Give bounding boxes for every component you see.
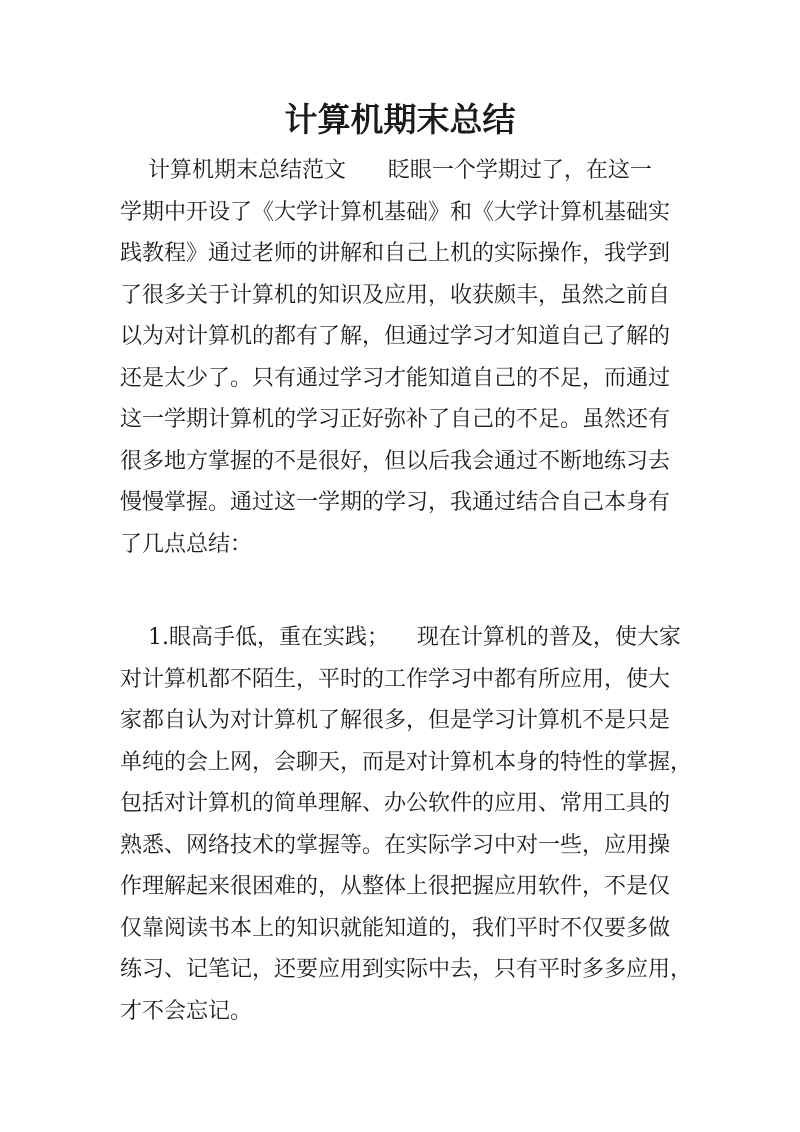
- paragraph-intro: [120, 150, 690, 565]
- text-line: 作理解起来很困难的，从整体上很把握应用软件，不是仅: [120, 874, 671, 899]
- text-line: 这一学期计算机的学习正好弥补了自己的不足。虽然还有: [120, 407, 671, 432]
- text-line: 练习、记笔记，还要应用到实际中去，只有平时多多应用，: [120, 957, 693, 982]
- paragraph-point-1: [120, 617, 693, 1032]
- text-line: 家都自认为对计算机了解很多，但是学习计算机不是只是: [120, 708, 671, 733]
- text-line: 慢慢掌握。通过这一学期的学习，我通过结合自己本身有: [120, 490, 671, 515]
- text-line: 以为对计算机的都有了解，但通过学习才知道自己了解的: [120, 324, 671, 349]
- text-line: 计算机期末总结范文 眨眼一个学期过了，在这一: [120, 158, 652, 183]
- text-line: 很多地方掌握的不是很好，但以后我会通过不断地练习去: [120, 448, 671, 474]
- text-line: 对计算机都不陌生，平时的工作学习中都有所应用，使大: [120, 666, 671, 692]
- text-line: 了几点总结：: [120, 531, 253, 557]
- text-line: 包括对计算机的简单理解、办公软件的应用、常用工具的: [120, 791, 671, 816]
- text-line: 践教程》通过老师的讲解和自己上机的实际操作，我学到: [120, 241, 671, 266]
- text-line: 单纯的会上网，会聊天，而是对计算机本身的特性的掌握，: [120, 749, 693, 775]
- text-line: 才不会忘记。: [120, 998, 253, 1024]
- text-line: 熟悉、网络技术的掌握等。在实际学习中对一些，应用操: [120, 832, 671, 858]
- paragraph-gap: [120, 565, 690, 617]
- document-body: [120, 150, 693, 1032]
- text-line: 学期中开设了《大学计算机基础》和《大学计算机基础实: [120, 199, 671, 225]
- text-line: 仅靠阅读书本上的知识就能知道的，我们平时不仅要多做: [120, 915, 671, 941]
- text-line: 还是太少了。只有通过学习才能知道自己的不足，而通过: [120, 365, 671, 391]
- text-line: 1.眼高手低，重在实践； 现在计算机的普及，使大家: [120, 625, 681, 650]
- text-line: 了很多关于计算机的知识及应用，收获颇丰，虽然之前自: [120, 282, 671, 308]
- document-title: 计算机期末总结: [284, 100, 516, 139]
